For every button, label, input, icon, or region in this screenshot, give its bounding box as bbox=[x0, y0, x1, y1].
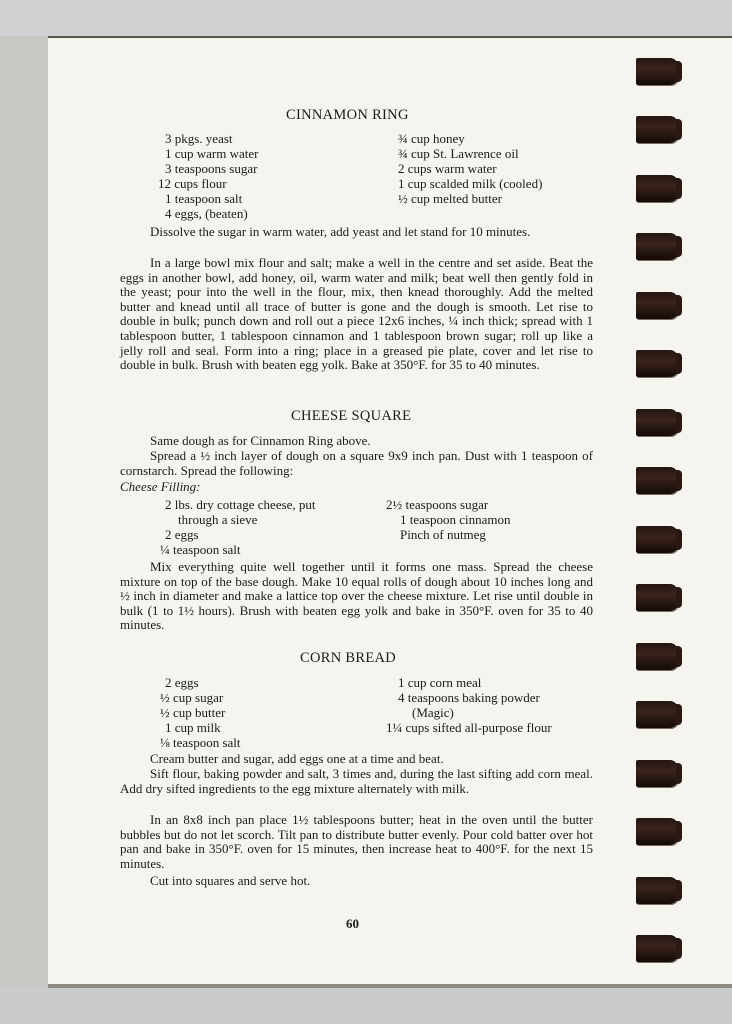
binding-ring bbox=[636, 584, 678, 611]
filling-label: Cheese Filling: bbox=[120, 479, 201, 494]
recipe-paragraph: Cut into squares and serve hot. bbox=[150, 873, 311, 888]
background-bottom bbox=[0, 988, 732, 1024]
binding-ring bbox=[636, 409, 678, 436]
ingredient: 4 eggs, (beaten) bbox=[165, 206, 248, 221]
ingredient: 3 teaspoons sugar bbox=[165, 161, 258, 176]
ingredient: 3 pkgs. yeast bbox=[165, 131, 233, 146]
recipe-paragraph: Cream butter and sugar, add eggs one at a time and beat. bbox=[150, 751, 444, 766]
ingredient: ½ cup melted butter bbox=[398, 191, 502, 206]
ingredient: 2 eggs bbox=[165, 527, 199, 542]
ingredient: ¼ teaspoon salt bbox=[160, 542, 241, 557]
recipe-paragraph: Sift flour, baking powder and salt, 3 times and, during the last sifting add corn meal. Add dry sifted ingredients to the egg mixture alternately with milk. bbox=[120, 766, 593, 796]
spiral-binding bbox=[628, 36, 732, 984]
ingredient: 2½ teaspoons sugar bbox=[386, 497, 489, 512]
recipe-paragraph: In a large bowl mix flour and salt; make a well in the centre and set aside. Beat the eggs in another bowl, add honey, oil, warm water and milk; beat well then gently fold in the yeast; pour into the well in the flour, mix, then knead thoroughly. Add the melted butter and knead until all trace of butter is gone and the dough is smooth. Let rise to double in bulk; punch down and roll out a piece 12x6 inches, ¼ inch thick; spread with 1 tablespoon butter, 1 tablespoon cinnamon and 1 tablespoon brown sugar; roll up like a jelly roll and seal. Form into a ring; place in a greased pie plate, cover and let rise to double in bulk. Brush with beaten egg yolk. Bake at 350°F. for 35 to 40 minutes. bbox=[120, 255, 593, 373]
ingredient: 2 eggs bbox=[165, 675, 199, 690]
recipe-paragraph: In an 8x8 inch pan place 1½ tablespoons butter; heat in the oven until the butter bubbles but do not let scorch. Tilt pan to distribute butter evenly. Pour cold batter over hot pan and bake in 350°F. oven for 15 minutes, then increase heat to 400°F. for the next 15 minutes. bbox=[120, 812, 593, 871]
ingredient: 1 cup corn meal bbox=[398, 675, 482, 690]
ingredient: 12 cups flour bbox=[158, 176, 227, 191]
ingredient: 2 cups warm water bbox=[398, 161, 497, 176]
recipe-title: CINNAMON RING bbox=[286, 107, 409, 123]
binding-ring bbox=[636, 350, 678, 377]
binding-ring bbox=[636, 175, 678, 202]
binding-ring bbox=[636, 233, 678, 260]
ingredient: ¾ cup honey bbox=[398, 131, 465, 146]
ingredient: 1 teaspoon salt bbox=[165, 191, 243, 206]
binding-ring bbox=[636, 760, 678, 787]
binding-ring bbox=[636, 58, 678, 85]
binding-ring bbox=[636, 877, 678, 904]
binding-ring bbox=[636, 643, 678, 670]
binding-ring bbox=[636, 526, 678, 553]
recipe-paragraph: Dissolve the sugar in warm water, add yeast and let stand for 10 minutes. bbox=[150, 224, 531, 239]
ingredient: through a sieve bbox=[178, 512, 258, 527]
book-left-edge bbox=[0, 36, 50, 986]
ingredient: 1¼ cups sifted all-purpose flour bbox=[386, 720, 552, 735]
ingredient: ⅛ teaspoon salt bbox=[160, 735, 241, 750]
ingredient: 1 cup warm water bbox=[165, 146, 259, 161]
binding-ring bbox=[636, 935, 678, 962]
binding-ring bbox=[636, 116, 678, 143]
ingredient: ¾ cup St. Lawrence oil bbox=[398, 146, 519, 161]
background-top bbox=[0, 0, 732, 40]
ingredient: Pinch of nutmeg bbox=[400, 527, 486, 542]
recipe-paragraph: Spread a ½ inch layer of dough on a square 9x9 inch pan. Dust with 1 teaspoon of cornstarch. Spread the following: bbox=[120, 448, 593, 478]
ingredient: 1 cup milk bbox=[165, 720, 221, 735]
recipe-paragraph: Same dough as for Cinnamon Ring above. bbox=[150, 433, 371, 448]
ingredient: 4 teaspoons baking powder bbox=[398, 690, 540, 705]
ingredient: 1 cup scalded milk (cooled) bbox=[398, 176, 543, 191]
ingredient: ½ cup butter bbox=[160, 705, 226, 720]
recipe-title: CORN BREAD bbox=[300, 650, 397, 666]
ingredient: ½ cup sugar bbox=[160, 690, 224, 705]
page-number: 60 bbox=[346, 916, 359, 931]
recipe-paragraph: Mix everything quite well together until it forms one mass. Spread the cheese mixture on top of the base dough. Make 10 equal rolls of dough about 10 inches long and ½ inch in diameter and make a lattice top over the cheese mixture. Let rise until double in bulk (1 to 1½ hours). Brush with beaten egg yolk and bake in 350°F. oven for 35 to 40 minutes. bbox=[120, 559, 593, 633]
ingredient: 2 lbs. dry cottage cheese, put bbox=[165, 497, 316, 512]
binding-ring bbox=[636, 292, 678, 319]
binding-ring bbox=[636, 467, 678, 494]
binding-ring bbox=[636, 818, 678, 845]
recipe-title: CHEESE SQUARE bbox=[291, 408, 412, 424]
binding-ring bbox=[636, 701, 678, 728]
ingredient: 1 teaspoon cinnamon bbox=[400, 512, 511, 527]
ingredient: (Magic) bbox=[412, 705, 454, 720]
